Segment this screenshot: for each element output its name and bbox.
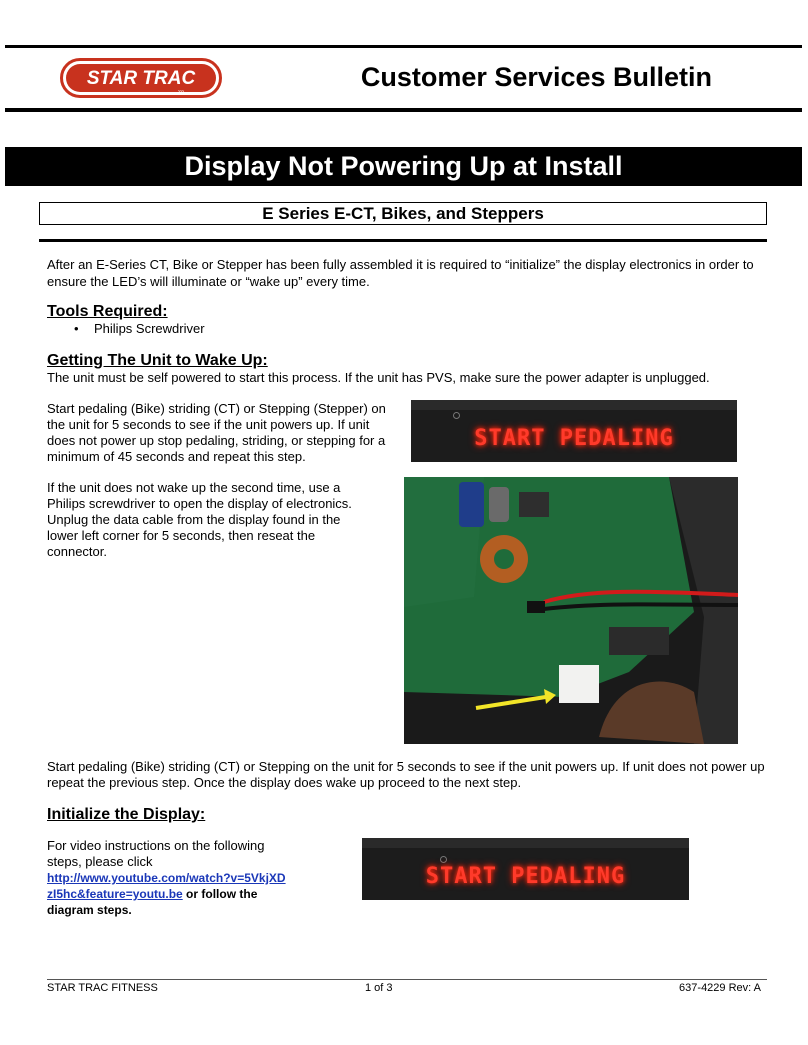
- initialize-heading: Initialize the Display:: [47, 806, 206, 823]
- tools-list: [47, 321, 447, 337]
- bulletin-title: Customer Services Bulletin: [360, 62, 712, 92]
- video-link-line-1: http://www.youtube.com/watch?v=5VkjXD: [47, 871, 286, 885]
- wake-up-step-3: Start pedaling (Bike) striding (CT) or Stepping on the unit for 5 seconds to see if the unit powers up. If unit does not power up repeat the previous step. Once the display does wake up proceed to the next step.: [47, 759, 765, 790]
- wake-up-intro: The unit must be self powered to start this process. If the unit has PVS, make sure the power adapter is unplugged.: [47, 370, 710, 385]
- initialize-text: For video instructions on the following steps, please click: [47, 838, 265, 869]
- svg-text:›››: ›››: [178, 89, 184, 95]
- list-item: • Philips Screwdriver: [47, 321, 447, 337]
- circuit-board-photo: [404, 477, 738, 744]
- led-display-photo: [411, 400, 737, 462]
- header-rule: [5, 108, 802, 112]
- led-display-text-2: START PEDALING: [425, 864, 626, 889]
- logo-text: STAR TRAC: [86, 68, 196, 89]
- wake-up-heading: Getting The Unit to Wake Up:: [47, 352, 268, 369]
- footer-rule: [47, 979, 767, 980]
- power-icon: [440, 856, 447, 863]
- page-title: Display Not Powering Up at Install: [5, 147, 802, 186]
- tools-heading: Tools Required:: [47, 303, 168, 320]
- intro-paragraph: After an E-Series CT, Bike or Stepper has been fully assembled it is required to “initialize” the display electronics in order to ensure the LED’s will illuminate or “wake up” every time.: [47, 257, 754, 289]
- footer-page-number: 1 of 3: [365, 982, 393, 994]
- subtitle-rule: [39, 239, 767, 242]
- top-rule: [5, 45, 802, 48]
- star-trac-logo: [60, 58, 222, 98]
- wake-up-step-1: Start pedaling (Bike) striding (CT) or Stepping (Stepper) on the unit for 5 seconds to see if the unit powers up. If unit does not power up stop pedaling, striding, or stepping for a minimum of 45 seconds and repeat this step.: [47, 401, 386, 464]
- led-display-text: START PEDALING: [474, 426, 674, 451]
- footer-doc-number: 637-4229 Rev: A: [679, 982, 761, 994]
- link-trailing-text: or follow the: [182, 887, 258, 901]
- video-link-line-2: zI5hc&feature=youtu.be: [47, 887, 183, 901]
- page-subtitle: E Series E-CT, Bikes, and Steppers: [39, 202, 767, 225]
- diagram-steps-text: diagram steps.: [47, 903, 132, 917]
- footer-company: STAR TRAC FITNESS: [47, 982, 158, 994]
- power-icon: [453, 412, 460, 419]
- wake-up-step-2: If the unit does not wake up the second time, use a Philips screwdriver to open the display of electronics. Unplug the data cable from the display found in the lower left corner for 5 seconds, then reseat the connector.: [47, 480, 352, 559]
- led-display-photo-2: [362, 838, 689, 900]
